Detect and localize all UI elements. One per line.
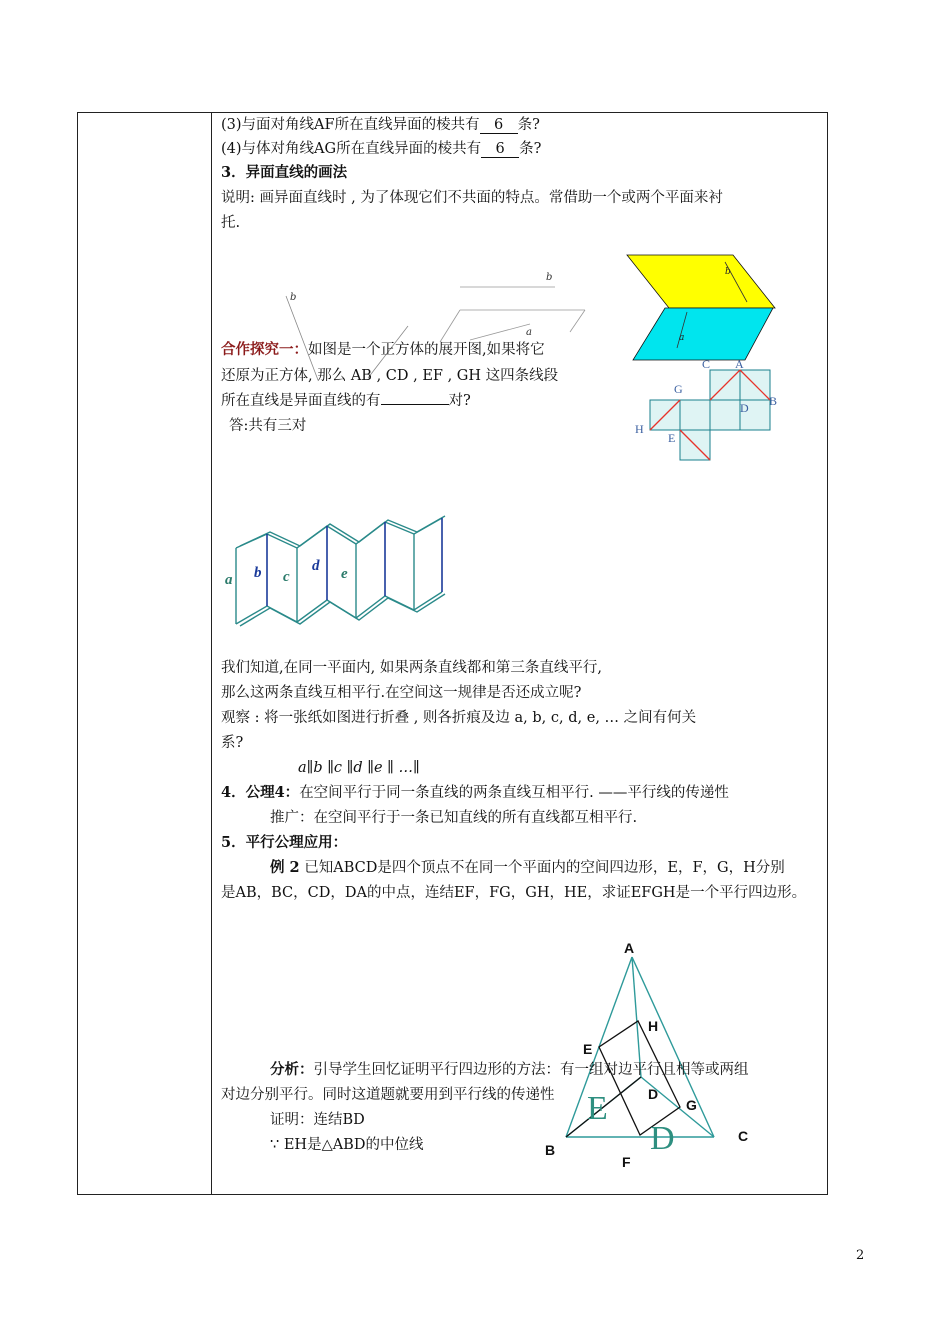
observe-line1: 观察 : 将一张纸如图进行折叠 , 则各折痕及边 a, b, c, d, e, … 之间有何关 — [221, 710, 697, 726]
section-5-title: 5．平行公理应用： — [221, 834, 348, 851]
label-E: E — [583, 1041, 593, 1057]
label-B: B — [769, 394, 778, 408]
label-F: F — [622, 1154, 631, 1170]
observe-line2: 系? — [221, 735, 244, 751]
section-3-desc-line1: 说明: 画异面直线时 , 为了体现它们不共面的特点。常借助一个或两个平面来衬 — [221, 190, 723, 206]
label-e: e — [341, 566, 348, 582]
proof-line2: ∵ EH是△ABD的中位线 — [270, 1137, 424, 1153]
parallel-chain: a∥b ∥c ∥d ∥e ∥ …∥ — [298, 760, 420, 776]
label-E: E — [668, 431, 676, 445]
explore-text-1: 如图是一个正方体的展开图,如果将它 — [308, 342, 545, 358]
label-A: A — [624, 940, 635, 956]
label-H: H — [635, 422, 644, 436]
axiom-4-text: 在空间平行于同一条直线的两条直线互相平行. ——平行线的传递性 — [299, 785, 729, 801]
q4-text: (4)与体对角线AG所在直线异面的棱共有 — [221, 141, 482, 157]
example-text-1: 已知ABCD是四个顶点不在同一个平面内的空间四边形，E，F，G，H分别 — [304, 860, 785, 876]
explore-line2: 还原为正方体, 那么 AB , CD , EF , GH 这四条线段 — [221, 368, 559, 384]
answer-blank — [381, 390, 449, 405]
analysis-line2: 对边分别平行。同时这道题就要用到平行线的传递性 — [221, 1087, 555, 1103]
top-plane — [627, 255, 775, 308]
axiom-4-label: 4．公理4： — [221, 784, 300, 801]
label-C: C — [738, 1128, 749, 1144]
plane-left-edge — [440, 310, 460, 342]
folded-paper-figure — [222, 512, 452, 632]
label-G: G — [686, 1097, 697, 1113]
label-a: a — [225, 572, 233, 588]
section-3-title: 3．异面直线的画法 — [221, 164, 348, 181]
edge-AC — [632, 957, 714, 1137]
big-label-D: D — [650, 1120, 675, 1157]
plane-right-edge — [570, 310, 585, 332]
explore-label: 合作探究一： — [221, 341, 308, 358]
label-b: b — [546, 272, 553, 283]
question-4 — [221, 139, 541, 159]
label-b: b — [254, 565, 262, 581]
two-planes-figure — [625, 252, 777, 364]
example-label: 例 2 — [270, 859, 300, 876]
axiom-4 — [221, 783, 729, 803]
know-line1: 我们知道,在同一平面内, 如果两条直线都和第三条直线平行, — [221, 660, 602, 676]
q3-tail: 条? — [517, 117, 540, 133]
bottom-plane — [633, 308, 773, 360]
know-line2: 那么这两条直线互相平行.在空间这一规律是否还成立呢? — [221, 685, 582, 701]
proof-line1: 证明：连结BD — [270, 1112, 365, 1128]
label-B: B — [545, 1142, 556, 1158]
line-a — [470, 324, 530, 340]
label-C: C — [702, 357, 711, 371]
explore-line1 — [221, 340, 545, 360]
label-D: D — [740, 401, 749, 415]
explore-answer: 答:共有三对 — [229, 418, 307, 434]
skew-lines-single-plane-figure — [228, 270, 428, 380]
explore-text-3-tail: 对? — [448, 393, 471, 409]
analysis-label: 分析： — [270, 1061, 314, 1078]
label-a: a — [679, 333, 685, 343]
label-b: b — [290, 292, 297, 303]
big-label-E: E — [587, 1090, 608, 1127]
example-2-line2: 是AB，BC，CD，DA的中点，连结EF，FG，GH，HE，求证EFGH是一个平行四边形。 — [221, 885, 807, 901]
question-3 — [221, 115, 540, 135]
table-column-divider — [211, 112, 212, 1195]
section-3-desc-line2: 托. — [221, 215, 241, 231]
label-G: G — [674, 382, 683, 396]
label-d: d — [312, 558, 320, 574]
space-quadrilateral-figure — [540, 935, 760, 1175]
explore-text-3: 所在直线是异面直线的有 — [221, 393, 381, 409]
label-A: A — [735, 357, 744, 371]
analysis-line1 — [270, 1060, 749, 1080]
analysis-text-1: 引导学生回忆证明平行四边形的方法：有一组对边平行且相等或两组 — [313, 1062, 749, 1078]
label-H: H — [648, 1018, 659, 1034]
cube-net-figure — [630, 354, 780, 464]
explore-line3 — [221, 390, 471, 411]
q4-tail: 条? — [519, 141, 542, 157]
q3-answer: 6 — [480, 117, 518, 134]
net-square — [710, 400, 740, 430]
label-a: a — [526, 327, 532, 338]
example-2-line1 — [270, 858, 785, 878]
page-number: 2 — [856, 1248, 865, 1263]
q3-text: (3)与面对角线AF所在直线异面的棱共有 — [221, 117, 480, 133]
label-c: c — [283, 569, 290, 585]
label-D: D — [648, 1086, 659, 1102]
q4-answer: 6 — [481, 141, 519, 158]
label-b: b — [725, 267, 731, 277]
corollary: 推广：在空间平行于一条已知直线的所有直线都互相平行. — [270, 810, 638, 826]
net-square — [680, 400, 710, 430]
